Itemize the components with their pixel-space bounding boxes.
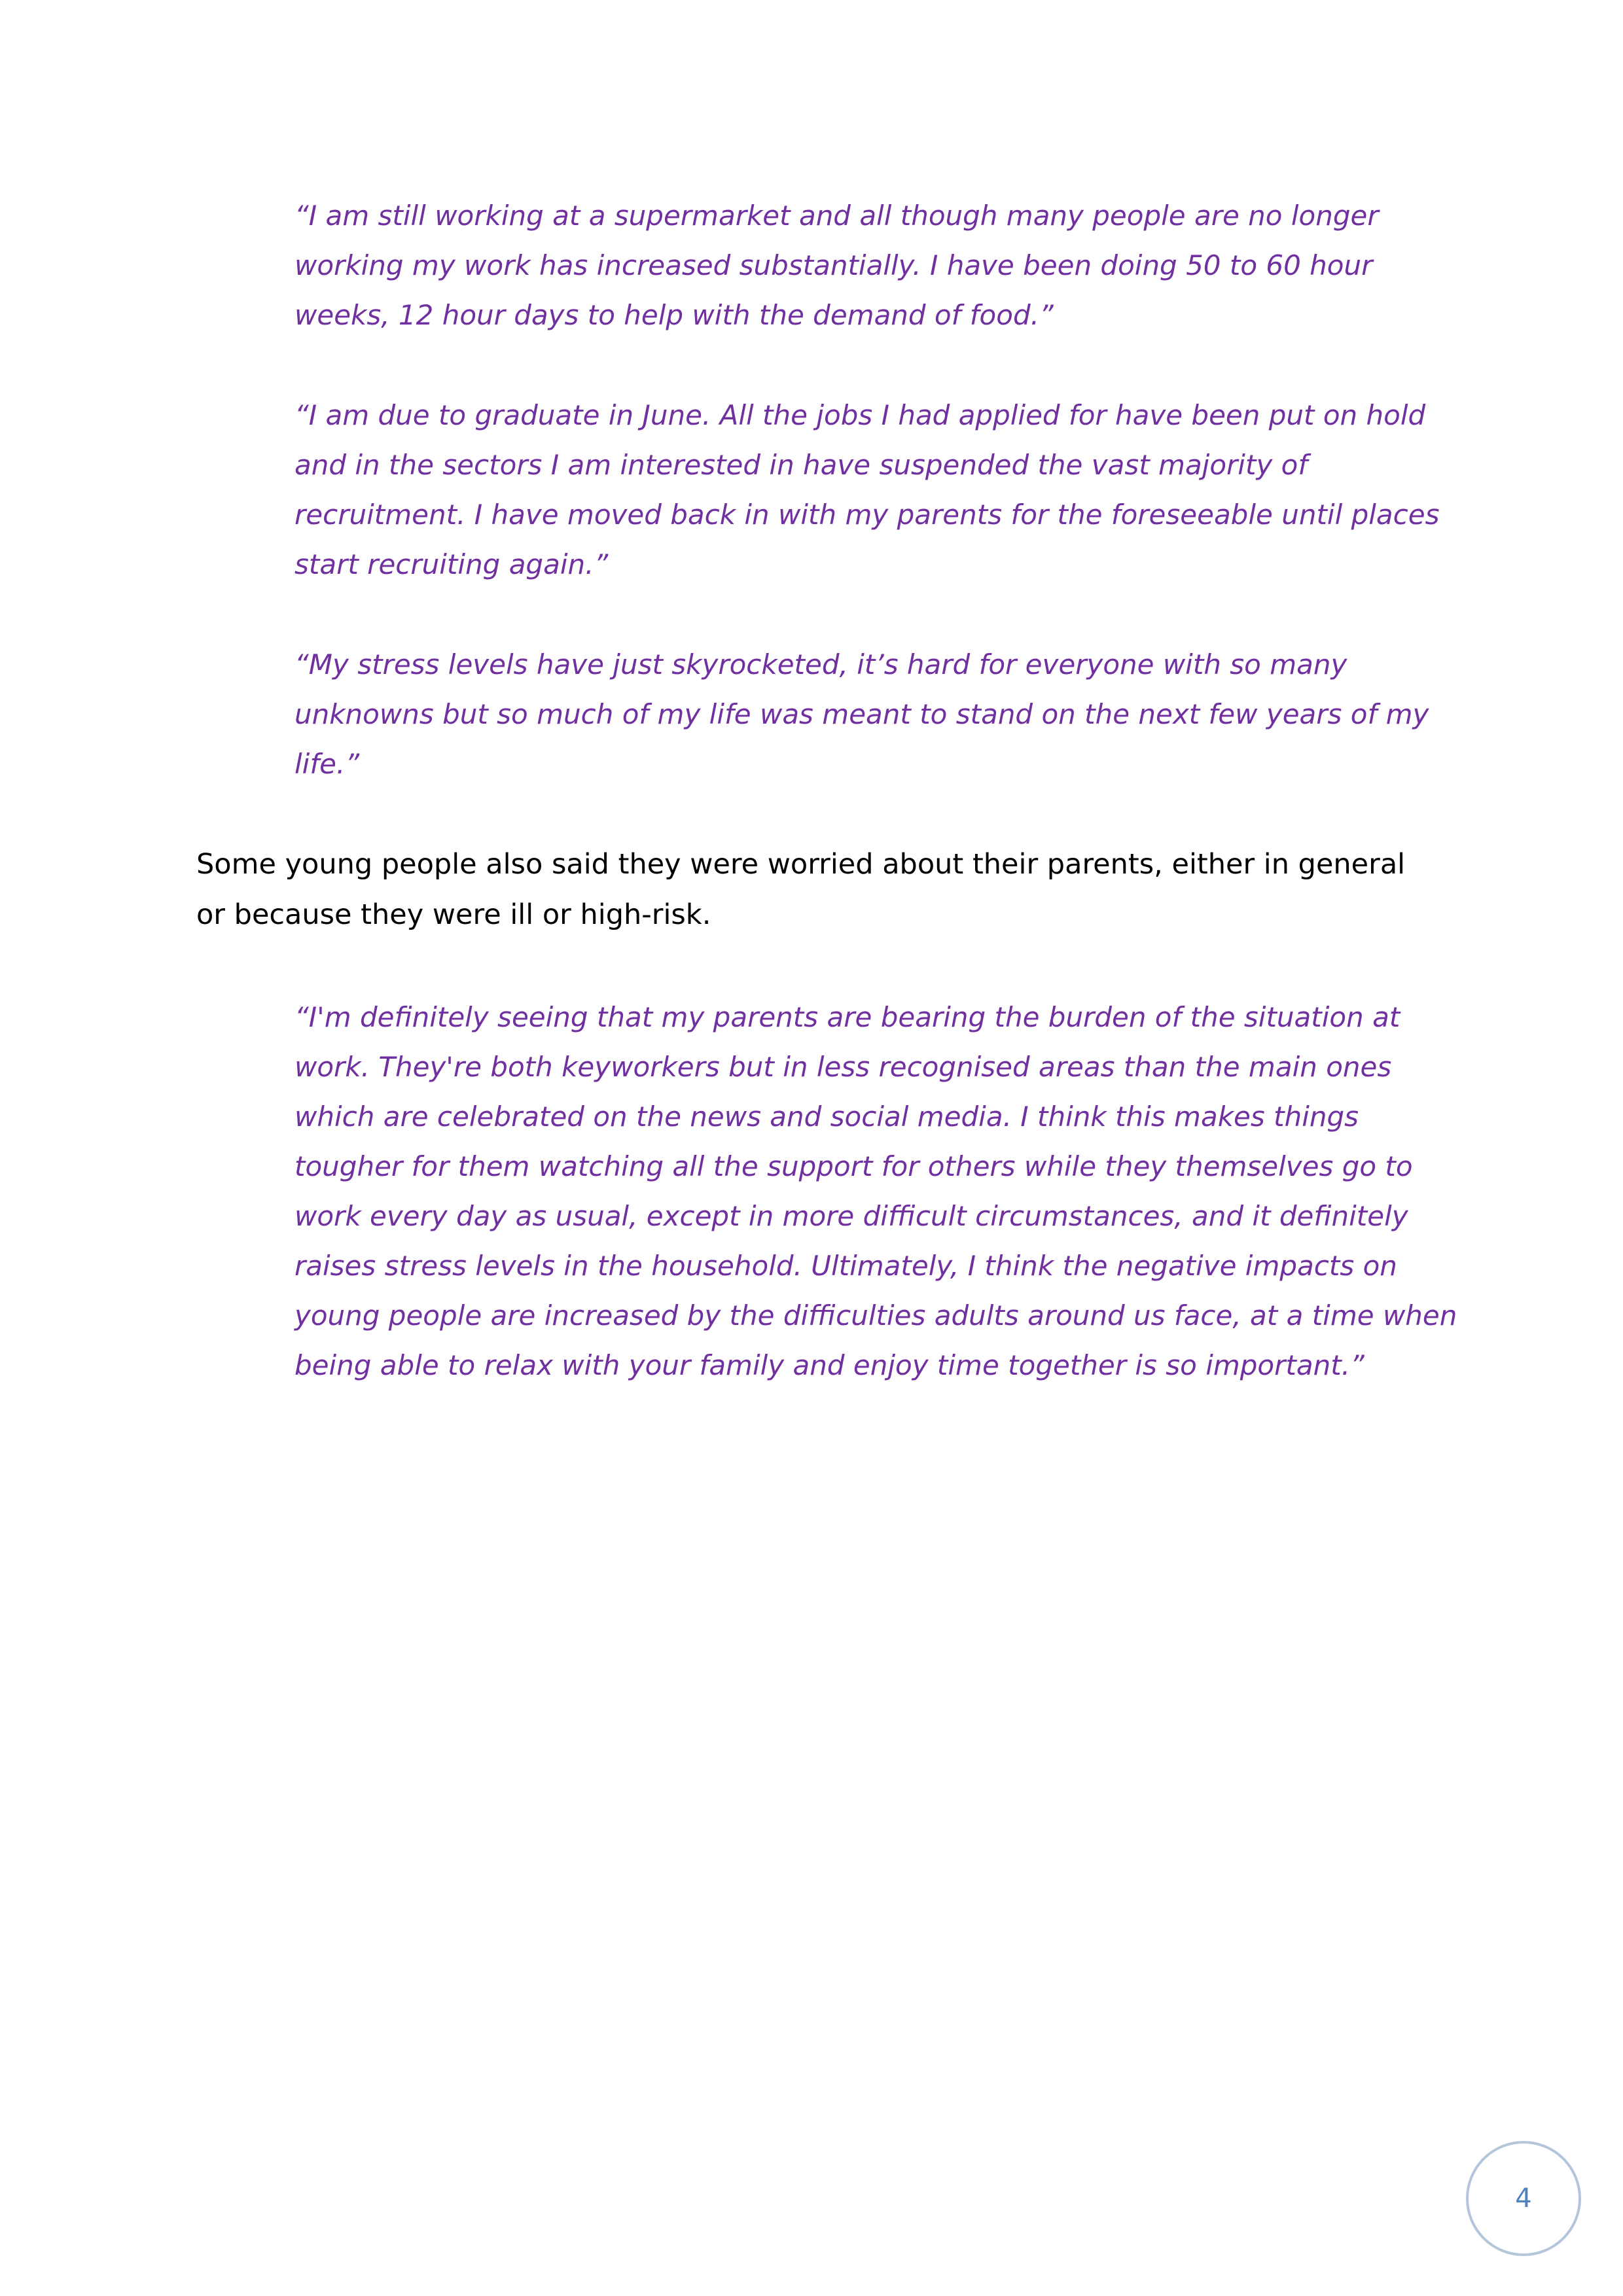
- quote-text: “I'm definitely seeing that my parents are bearing the burden of the situation at work. They're both keyworkers but in less recognised areas than the main ones which are celebrated on the news and social media. I think this makes things tougher for them watching all the support for others while they themselves go to work every day as usual, except in more difficult circumstances, and it definitely raises stress levels in the household. Ultimately, I think the negative impacts on young people are increased by the difficulties adults around us face, at a time when being able to relax with your family and enjoy time together is so important.”: [294, 1001, 1457, 1381]
- quote-block-supermarket: [294, 191, 1446, 340]
- page-number-badge: [1466, 2141, 1581, 2256]
- quote-text: “I am due to graduate in June. All the jobs I had applied for have been put on hold and in the sectors I am interested in have suspended the vast majority of recruitment. I have moved back in with my parents for the foreseeable until places start recruiting again.”: [294, 399, 1440, 580]
- body-paragraph: Some young people also said they were worried about their parents, either in general or because they were ill or high-risk.: [196, 848, 1406, 931]
- quote-block-graduate: [294, 391, 1446, 590]
- quote-block-parents: [294, 993, 1459, 1390]
- quote-text: “I am still working at a supermarket and all though many people are no longer working my work has increased substantially. I have been doing 50 to 60 hour weeks, 12 hour days to help with the demand of food.”: [294, 200, 1379, 331]
- page-number: 4: [1515, 2183, 1532, 2214]
- quote-text: “My stress levels have just skyrocketed, it’s hard for everyone with so many unknowns but so much of my life was meant to stand on the next few years of my life.”: [294, 648, 1429, 780]
- quote-block-stress: [294, 640, 1446, 789]
